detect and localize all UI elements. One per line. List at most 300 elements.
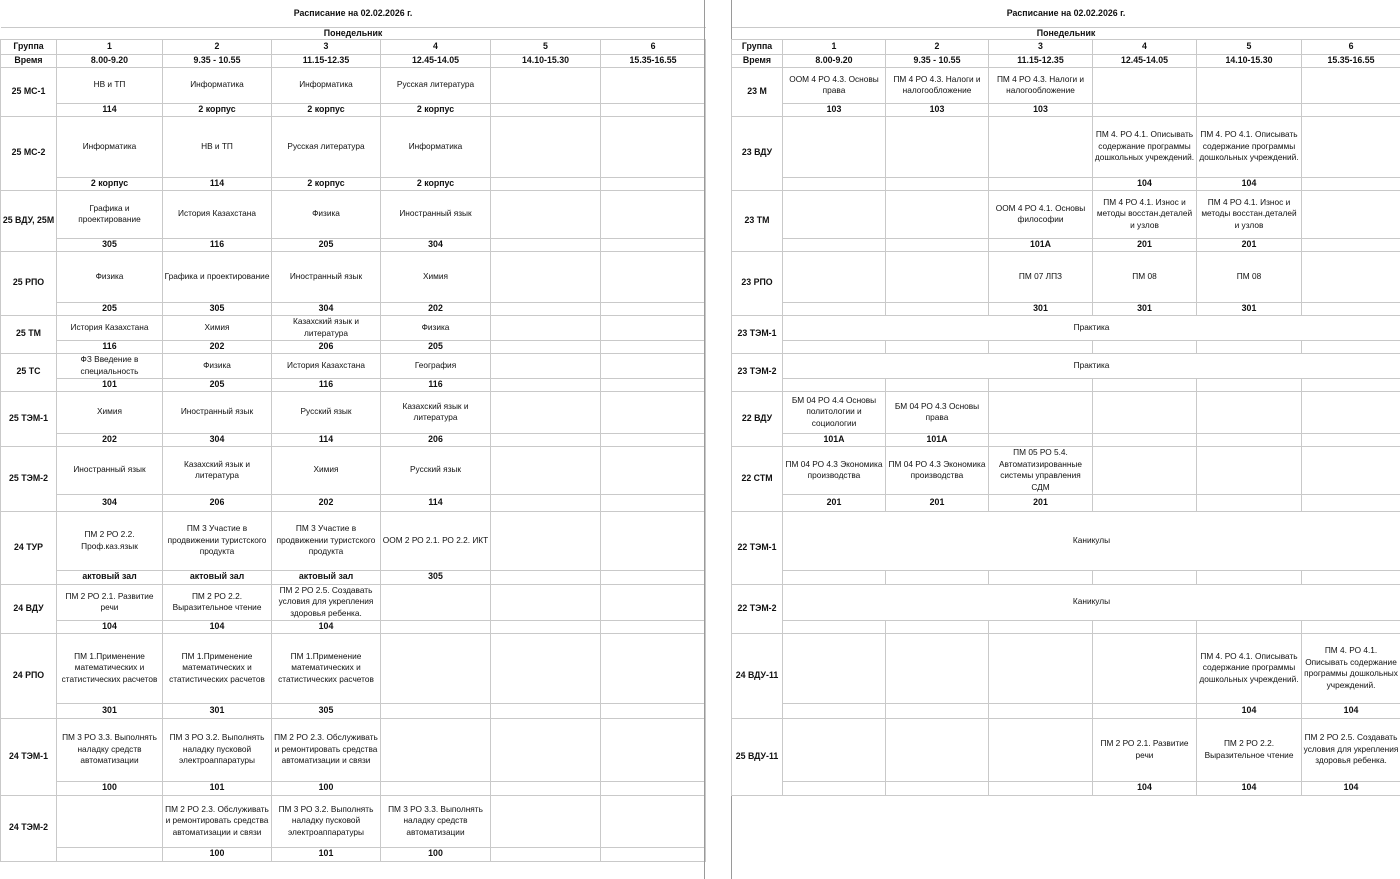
subject-cell xyxy=(783,633,886,703)
room-cell xyxy=(1302,177,1400,190)
room-cell: 301 xyxy=(163,703,272,718)
time-slot: 14.10-15.30 xyxy=(1197,55,1302,68)
subject-cell: БМ 04 РО 4.3 Основы права xyxy=(886,391,989,433)
room-cell: 101 xyxy=(163,781,272,795)
subject-cell: Химия xyxy=(163,315,272,340)
subject-cell xyxy=(886,718,989,781)
room-cell xyxy=(1197,378,1302,391)
room-cell xyxy=(491,433,601,446)
subject-cell: ПМ 4 РО 4.1. Износ и методы восстан.деталей и узлов xyxy=(1197,190,1302,238)
subject-cell xyxy=(601,446,706,494)
room-cell xyxy=(886,238,989,251)
subject-cell: Графика и проектирование xyxy=(57,190,163,238)
group-code: 25 ТС xyxy=(1,353,57,391)
room-cell: 101А xyxy=(989,238,1093,251)
room-cell xyxy=(601,378,706,391)
group-code: 24 ВДУ xyxy=(1,584,57,633)
subject-cell: ПМ 2 РО 2.5. Создавать условия для укрепления здоровья ребенка. xyxy=(1302,718,1400,781)
subject-cell: Казахский язык и литература xyxy=(381,391,491,433)
room-cell: 206 xyxy=(272,340,381,353)
group-subject-row xyxy=(1,584,706,620)
subject-cell: Русская литература xyxy=(272,116,381,177)
group-room-row xyxy=(1,103,706,116)
group-code: 24 ТЭМ-2 xyxy=(1,795,57,861)
room-cell: 103 xyxy=(783,103,886,116)
subject-cell xyxy=(491,446,601,494)
title-row xyxy=(1,0,706,27)
subject-cell: География xyxy=(381,353,491,378)
subject-cell: Иностранный язык xyxy=(272,251,381,302)
subject-cell: Русская литература xyxy=(381,67,491,103)
room-cell xyxy=(1302,494,1400,511)
subject-cell xyxy=(491,67,601,103)
subject-cell: ООМ 4 РО 4.1. Основы философии xyxy=(989,190,1093,238)
subject-cell: Информатика xyxy=(163,67,272,103)
subject-cell: ПМ 2 РО 2.1. Развитие речи xyxy=(57,584,163,620)
subject-cell: Русский язык xyxy=(272,391,381,433)
group-room-row xyxy=(732,340,1400,353)
group-subject-row xyxy=(1,353,706,378)
time-header: Время xyxy=(732,55,783,68)
room-cell xyxy=(886,177,989,190)
subject-cell: История Казахстана xyxy=(163,190,272,238)
subject-cell xyxy=(886,251,989,302)
time-header-row xyxy=(1,55,706,68)
subject-cell xyxy=(601,391,706,433)
subject-cell xyxy=(57,795,163,847)
group-subject-row xyxy=(732,446,1400,494)
period-number: 3 xyxy=(272,40,381,55)
subject-cell: Информатика xyxy=(272,67,381,103)
group-subject-row xyxy=(732,116,1400,177)
room-cell xyxy=(1197,103,1302,116)
span-note: Каникулы xyxy=(783,584,1400,620)
room-cell xyxy=(1093,703,1197,718)
subject-cell: Информатика xyxy=(381,116,491,177)
group-code: 25 ТЭМ-1 xyxy=(1,391,57,446)
subject-cell xyxy=(491,251,601,302)
group-code: 25 РПО xyxy=(1,251,57,315)
period-number: 5 xyxy=(491,40,601,55)
subject-cell xyxy=(491,511,601,570)
room-cell: 103 xyxy=(989,103,1093,116)
subject-cell: ПМ 1.Применение математических и статистических расчетов xyxy=(57,633,163,703)
subject-cell xyxy=(601,116,706,177)
room-cell xyxy=(989,620,1093,633)
subject-cell: Иностранный язык xyxy=(57,446,163,494)
subject-cell: ПМ 04 РО 4.3 Экономика производства xyxy=(783,446,886,494)
room-cell: 100 xyxy=(57,781,163,795)
room-cell xyxy=(783,378,886,391)
room-cell xyxy=(1197,570,1302,584)
group-room-row xyxy=(1,433,706,446)
room-cell xyxy=(1302,238,1400,251)
room-cell: 101А xyxy=(783,433,886,446)
group-code: 22 СТМ xyxy=(732,446,783,511)
room-cell xyxy=(1197,620,1302,633)
room-cell: 2 корпус xyxy=(272,103,381,116)
group-subject-row xyxy=(1,116,706,177)
subject-cell: ПМ 4 РО 4.3. Налоги и налогообложение xyxy=(989,67,1093,103)
room-cell xyxy=(783,703,886,718)
span-note: Каникулы xyxy=(783,511,1400,570)
subject-cell xyxy=(886,116,989,177)
room-cell: 2 корпус xyxy=(381,103,491,116)
subject-cell xyxy=(1302,251,1400,302)
room-cell: 205 xyxy=(272,238,381,251)
subject-cell: ПМ 2 РО 2.2. Выразительное чтение xyxy=(163,584,272,620)
room-cell: 201 xyxy=(989,494,1093,511)
group-code: 22 ВДУ xyxy=(732,391,783,446)
group-room-row xyxy=(732,781,1400,795)
time-header-row xyxy=(732,55,1400,68)
subject-cell: ПМ 1.Применение математических и статистических расчетов xyxy=(272,633,381,703)
time-slot: 15.35-16.55 xyxy=(601,55,706,68)
subject-cell xyxy=(1197,67,1302,103)
subject-cell: Русский язык xyxy=(381,446,491,494)
room-cell xyxy=(491,177,601,190)
room-cell: 301 xyxy=(989,302,1093,315)
time-slot: 11.15-12.35 xyxy=(989,55,1093,68)
subject-cell: Казахский язык и литература xyxy=(272,315,381,340)
group-subject-row xyxy=(732,584,1400,620)
room-cell xyxy=(783,620,886,633)
group-room-row xyxy=(1,378,706,391)
room-cell: 202 xyxy=(381,302,491,315)
subject-cell: ПМ 2 РО 2.3. Обслуживать и ремонтировать средства автоматизации и связи xyxy=(272,718,381,781)
subject-cell xyxy=(601,795,706,847)
subject-cell xyxy=(491,584,601,620)
time-slot: 11.15-12.35 xyxy=(272,55,381,68)
room-cell xyxy=(1197,433,1302,446)
subject-cell: ПМ 4. РО 4.1. Описывать содержание программы дошкольных учреждений. xyxy=(1302,633,1400,703)
room-cell: 100 xyxy=(381,847,491,861)
room-cell xyxy=(1302,378,1400,391)
subject-cell: ПМ 2 РО 2.5. Создавать условия для укрепления здоровья ребенка. xyxy=(272,584,381,620)
room-cell: актовый зал xyxy=(163,570,272,584)
span-note: Практика xyxy=(783,315,1400,340)
period-number: 5 xyxy=(1197,40,1302,55)
group-subject-row xyxy=(1,67,706,103)
room-cell xyxy=(989,340,1093,353)
subject-cell xyxy=(601,718,706,781)
time-slot: 14.10-15.30 xyxy=(491,55,601,68)
room-cell: 205 xyxy=(57,302,163,315)
subject-cell: Физика xyxy=(381,315,491,340)
time-header: Время xyxy=(1,55,57,68)
subject-cell xyxy=(601,67,706,103)
subject-cell: ПМ 3 РО 3.3. Выполнять наладку средств автоматизации xyxy=(381,795,491,847)
group-room-row xyxy=(1,620,706,633)
subject-cell xyxy=(491,190,601,238)
room-cell: 100 xyxy=(272,781,381,795)
room-cell xyxy=(601,177,706,190)
room-cell: 202 xyxy=(272,494,381,511)
subject-cell xyxy=(886,633,989,703)
group-code: 24 ТУР xyxy=(1,511,57,584)
subject-cell: ПМ 2 РО 2.1. Развитие речи xyxy=(1093,718,1197,781)
group-room-row xyxy=(732,103,1400,116)
group-subject-row xyxy=(732,633,1400,703)
group-code: 25 МС-2 xyxy=(1,116,57,190)
subject-cell xyxy=(1302,391,1400,433)
room-cell: 305 xyxy=(57,238,163,251)
time-slot: 8.00-9.20 xyxy=(783,55,886,68)
time-slot: 9.35 - 10.55 xyxy=(163,55,272,68)
room-cell xyxy=(381,620,491,633)
group-code: 25 ВДУ, 25М xyxy=(1,190,57,251)
room-cell xyxy=(601,847,706,861)
room-cell: 101А xyxy=(886,433,989,446)
group-header: Группа xyxy=(1,40,57,55)
subject-cell xyxy=(601,190,706,238)
time-slot: 8.00-9.20 xyxy=(57,55,163,68)
subject-cell xyxy=(783,190,886,238)
subject-cell: ПМ 4. РО 4.1. Описывать содержание программы дошкольных учреждений. xyxy=(1197,116,1302,177)
room-cell: 2 корпус xyxy=(57,177,163,190)
subject-cell: Иностранный язык xyxy=(163,391,272,433)
room-cell xyxy=(886,378,989,391)
room-cell: 100 xyxy=(163,847,272,861)
schedule-table-right xyxy=(731,0,1400,796)
subject-cell xyxy=(601,633,706,703)
subject-cell: История Казахстана xyxy=(272,353,381,378)
room-cell: 206 xyxy=(381,433,491,446)
subject-cell: ПМ 3 Участие в продвижении туристского продукта xyxy=(272,511,381,570)
subject-cell xyxy=(381,584,491,620)
room-cell xyxy=(381,781,491,795)
room-cell: 206 xyxy=(163,494,272,511)
period-number: 2 xyxy=(163,40,272,55)
group-room-row xyxy=(1,177,706,190)
room-cell: 304 xyxy=(163,433,272,446)
group-room-row xyxy=(1,238,706,251)
subject-cell xyxy=(601,584,706,620)
group-room-row xyxy=(732,703,1400,718)
subject-cell xyxy=(1197,446,1302,494)
subject-cell xyxy=(491,633,601,703)
subject-cell: ПМ 4 РО 4.1. Износ и методы восстан.деталей и узлов xyxy=(1093,190,1197,238)
period-number: 1 xyxy=(57,40,163,55)
room-cell: 305 xyxy=(163,302,272,315)
title-row xyxy=(732,0,1400,27)
room-cell xyxy=(601,238,706,251)
subject-cell: ПМ 2 РО 2.2. Проф.каз.язык xyxy=(57,511,163,570)
room-cell xyxy=(491,302,601,315)
subject-cell xyxy=(989,718,1093,781)
subject-cell xyxy=(1093,446,1197,494)
group-subject-row xyxy=(1,315,706,340)
room-cell: 304 xyxy=(57,494,163,511)
subject-cell: ФЗ Введение в специальность xyxy=(57,353,163,378)
group-room-row xyxy=(1,781,706,795)
room-cell: актовый зал xyxy=(57,570,163,584)
time-slot: 12.45-14.05 xyxy=(1093,55,1197,68)
subject-cell xyxy=(783,116,886,177)
schedule-sheet-left xyxy=(0,0,705,862)
group-code: 23 РПО xyxy=(732,251,783,315)
room-cell xyxy=(1302,620,1400,633)
time-slot: 15.35-16.55 xyxy=(1302,55,1400,68)
room-cell: 205 xyxy=(163,378,272,391)
subject-cell: Информатика xyxy=(57,116,163,177)
group-subject-row xyxy=(732,353,1400,378)
group-subject-row xyxy=(732,67,1400,103)
subject-cell xyxy=(1093,633,1197,703)
subject-cell xyxy=(1302,67,1400,103)
room-cell: 104 xyxy=(1197,177,1302,190)
room-cell xyxy=(783,238,886,251)
subject-cell: ПМ 3 Участие в продвижении туристского продукта xyxy=(163,511,272,570)
room-cell: 116 xyxy=(57,340,163,353)
subject-cell: ПМ 4 РО 4.3. Налоги и налогообложение xyxy=(886,67,989,103)
schedule-title: Расписание на 02.02.2026 г. xyxy=(732,0,1400,27)
room-cell: 305 xyxy=(272,703,381,718)
subject-cell: ПМ 3 РО 3.2. Выполнять наладку пусковой электроаппаратуры xyxy=(163,718,272,781)
room-cell xyxy=(886,302,989,315)
subject-cell: НВ и ТП xyxy=(57,67,163,103)
room-cell: 103 xyxy=(886,103,989,116)
room-cell: 301 xyxy=(57,703,163,718)
subject-cell: Казахский язык и литература xyxy=(163,446,272,494)
group-room-row xyxy=(1,494,706,511)
group-code: 23 М xyxy=(732,67,783,116)
group-room-row xyxy=(732,620,1400,633)
room-cell: 301 xyxy=(1197,302,1302,315)
room-cell: 114 xyxy=(163,177,272,190)
subject-cell xyxy=(886,190,989,238)
room-cell: 104 xyxy=(163,620,272,633)
group-room-row xyxy=(732,494,1400,511)
subject-cell xyxy=(491,795,601,847)
subject-cell: ООМ 2 РО 2.1. РО 2.2. ИКТ xyxy=(381,511,491,570)
subject-cell: ПМ 2 РО 2.3. Обслуживать и ремонтировать средства автоматизации и связи xyxy=(163,795,272,847)
period-header-row xyxy=(1,40,706,55)
group-code: 25 ВДУ-11 xyxy=(732,718,783,795)
period-header-row xyxy=(732,40,1400,55)
group-room-row xyxy=(732,570,1400,584)
group-subject-row xyxy=(1,511,706,570)
room-cell xyxy=(491,340,601,353)
room-cell xyxy=(1197,494,1302,511)
group-code: 24 РПО xyxy=(1,633,57,718)
group-code: 23 ТМ xyxy=(732,190,783,251)
group-room-row xyxy=(732,378,1400,391)
room-cell: 202 xyxy=(57,433,163,446)
room-cell xyxy=(1197,340,1302,353)
subject-cell: Графика и проектирование xyxy=(163,251,272,302)
room-cell: 304 xyxy=(272,302,381,315)
room-cell xyxy=(783,177,886,190)
subject-cell: Физика xyxy=(163,353,272,378)
room-cell xyxy=(989,781,1093,795)
subject-cell xyxy=(989,116,1093,177)
room-cell xyxy=(57,847,163,861)
group-room-row xyxy=(1,302,706,315)
room-cell: 202 xyxy=(163,340,272,353)
subject-cell: ПМ 4. РО 4.1. Описывать содержание программы дошкольных учреждений. xyxy=(1093,116,1197,177)
subject-cell xyxy=(783,251,886,302)
room-cell xyxy=(783,302,886,315)
period-number: 2 xyxy=(886,40,989,55)
subject-cell: Химия xyxy=(381,251,491,302)
room-cell: 2 корпус xyxy=(272,177,381,190)
subject-cell xyxy=(491,353,601,378)
group-room-row xyxy=(732,302,1400,315)
room-cell: 104 xyxy=(1093,781,1197,795)
time-slot: 12.45-14.05 xyxy=(381,55,491,68)
subject-cell xyxy=(1093,391,1197,433)
subject-cell: Химия xyxy=(57,391,163,433)
room-cell xyxy=(886,340,989,353)
room-cell: 114 xyxy=(381,494,491,511)
room-cell xyxy=(1093,103,1197,116)
group-subject-row xyxy=(732,511,1400,570)
room-cell xyxy=(1093,494,1197,511)
subject-cell xyxy=(601,511,706,570)
room-cell xyxy=(601,494,706,511)
room-cell: 201 xyxy=(1093,238,1197,251)
group-room-row xyxy=(1,847,706,861)
subject-cell: ООМ 4 РО 4.3. Основы права xyxy=(783,67,886,103)
room-cell: 101 xyxy=(272,847,381,861)
room-cell: 201 xyxy=(783,494,886,511)
group-code: 23 ТЭМ-2 xyxy=(732,353,783,391)
group-subject-row xyxy=(732,251,1400,302)
room-cell: 104 xyxy=(1302,703,1400,718)
group-room-row xyxy=(1,570,706,584)
room-cell xyxy=(601,570,706,584)
room-cell: 116 xyxy=(272,378,381,391)
room-cell xyxy=(601,302,706,315)
subject-cell xyxy=(989,633,1093,703)
room-cell: 304 xyxy=(381,238,491,251)
subject-cell: ПМ 08 xyxy=(1093,251,1197,302)
room-cell xyxy=(989,378,1093,391)
group-room-row xyxy=(1,340,706,353)
room-cell: 301 xyxy=(1093,302,1197,315)
room-cell xyxy=(1302,302,1400,315)
group-subject-row xyxy=(1,190,706,238)
room-cell xyxy=(886,781,989,795)
room-cell xyxy=(491,238,601,251)
room-cell xyxy=(886,570,989,584)
subject-cell xyxy=(381,633,491,703)
subject-cell xyxy=(1093,67,1197,103)
room-cell xyxy=(989,570,1093,584)
room-cell xyxy=(1302,103,1400,116)
room-cell xyxy=(1093,570,1197,584)
subject-cell xyxy=(491,391,601,433)
day-row xyxy=(1,27,706,40)
room-cell: 201 xyxy=(1197,238,1302,251)
group-room-row xyxy=(732,433,1400,446)
subject-cell: История Казахстана xyxy=(57,315,163,340)
group-code: 23 ТЭМ-1 xyxy=(732,315,783,353)
room-cell xyxy=(601,103,706,116)
room-cell xyxy=(491,847,601,861)
room-cell: 305 xyxy=(381,570,491,584)
group-subject-row xyxy=(1,391,706,433)
subject-cell: БМ 04 РО 4.4 Основы политологии и социологии xyxy=(783,391,886,433)
room-cell xyxy=(491,620,601,633)
group-room-row xyxy=(1,703,706,718)
group-code: 23 ВДУ xyxy=(732,116,783,190)
group-code: 24 ВДУ-11 xyxy=(732,633,783,718)
room-cell xyxy=(886,620,989,633)
room-cell: 116 xyxy=(381,378,491,391)
room-cell: 114 xyxy=(57,103,163,116)
